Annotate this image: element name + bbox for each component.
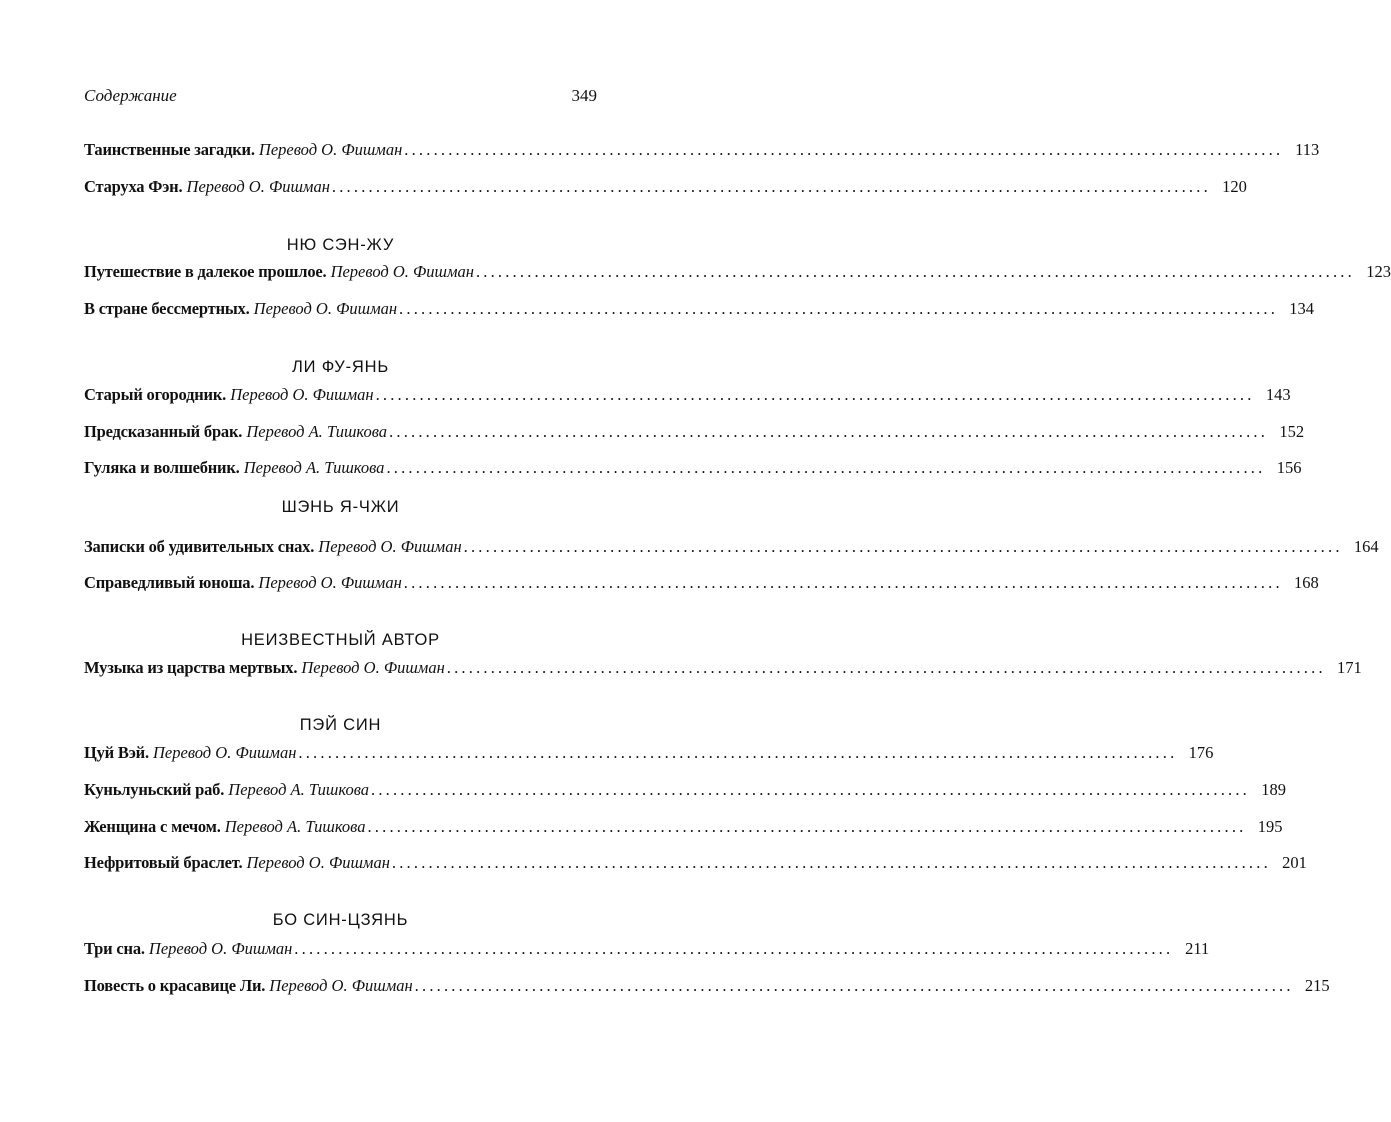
entry-page-number: 189 [1261,780,1286,799]
section-author-heading: ШЭНЬ Я-ЧЖИ [281,498,400,516]
running-head [84,86,597,110]
toc-entry[interactable] [84,780,1286,804]
toc-entry[interactable] [84,853,1307,877]
entry-page-number: 134 [1289,299,1315,318]
section-author-heading: ПЭЙ СИН [299,716,382,734]
section-author-heading: ЛИ ФУ-ЯНЬ [292,358,389,376]
translator: Перевод А. Тишкова [243,458,385,477]
dot-leader: ........................................................................................................................ [403,573,1283,592]
section-author-heading: НЕИЗВЕСТНЫЙ АВТОР [241,631,440,649]
dot-leader: ........................................................................................................................ [389,422,1269,441]
translator: Перевод О. Фишман [186,177,330,196]
story-title: Записки об удивительных снах. [84,537,315,556]
toc-entry[interactable] [84,537,1379,561]
entry-page-number: 156 [1276,458,1302,477]
story-title: Повесть о красавице Ли. [84,976,266,995]
story-title: В стране бессмертных. [84,299,250,318]
toc-entry[interactable] [84,299,1315,323]
dot-leader: ........................................................................................................................ [391,853,1271,872]
dot-leader: ........................................................................................................................ [446,658,1326,677]
entry-page-number: 171 [1337,658,1362,677]
entry-page-number: 120 [1222,177,1247,196]
translator: Перевод А. Тишкова [224,817,366,836]
toc-entry[interactable] [84,262,1391,286]
toc-entry[interactable] [84,658,1362,682]
story-title: Куньлуньский раб. [84,780,225,799]
translator: Перевод О. Фишман [258,573,402,592]
page-number: 349 [571,86,597,105]
story-title: Нефритовый браслет. [84,853,243,872]
toc-entry[interactable] [84,939,1210,963]
toc-entry[interactable] [84,817,1283,841]
dot-leader: ........................................................................................................................ [367,817,1247,836]
story-title: Цуй Вэй. [84,743,149,762]
story-title: Предсказанный брак. [84,422,243,441]
toc-entry[interactable] [84,422,1305,446]
dot-leader: ........................................................................................................................ [399,299,1279,318]
entry-page-number: 164 [1353,537,1379,556]
dot-leader: ........................................................................................................................ [298,743,1178,762]
entry-page-number: 176 [1188,743,1214,762]
dot-leader: ........................................................................................................................ [404,140,1284,159]
entry-page-number: 152 [1279,422,1305,441]
dot-leader: ........................................................................................................................ [414,976,1294,995]
toc-entry[interactable] [84,458,1302,482]
entry-page-number: 201 [1282,853,1307,872]
translator: Перевод А. Тишкова [246,422,388,441]
translator: Перевод О. Фишман [148,939,293,958]
toc-entry[interactable] [84,573,1319,597]
translator: Перевод О. Фишман [246,853,390,872]
story-title: Путешествие в далекое прошлое. [84,262,327,281]
toc-entry[interactable] [84,177,1247,201]
dot-leader: ........................................................................................................................ [294,939,1174,958]
toc-entry[interactable] [84,385,1291,409]
story-title: Женщина с мечом. [84,817,221,836]
entry-page-number: 215 [1304,976,1330,995]
entry-page-number: 168 [1294,573,1319,592]
translator: Перевод А. Тишкова [228,780,369,799]
translator: Перевод О. Фишман [230,385,374,404]
toc-entry[interactable] [84,976,1330,1000]
translator: Перевод О. Фишман [318,537,462,556]
entry-page-number: 143 [1265,385,1291,404]
translator: Перевод О. Фишман [330,262,474,281]
toc-entry[interactable] [84,140,1320,164]
translator: Перевод О. Фишман [301,658,445,677]
section-author-heading: НЮ СЭН-ЖУ [286,236,395,254]
dot-leader: ........................................................................................................................ [375,385,1255,404]
dot-leader: ........................................................................................................................ [331,177,1211,196]
dot-leader: ........................................................................................................................ [475,262,1355,281]
dot-leader: ........................................................................................................................ [371,780,1250,799]
dot-leader: ........................................................................................................................ [386,458,1266,477]
story-title: Справедливый юноша. [84,573,255,592]
story-title: Музыка из царства мертвых. [84,658,298,677]
entry-page-number: 123 [1366,262,1391,281]
translator: Перевод О. Фишман [253,299,398,318]
dot-leader: ........................................................................................................................ [463,537,1343,556]
translator: Перевод О. Фишман [153,743,297,762]
translator: Перевод О. Фишман [269,976,413,995]
story-title: Таинственные загадки. [84,140,255,159]
entry-page-number: 211 [1185,939,1210,958]
story-title: Три сна. [84,939,145,958]
story-title: Старуха Фэн. [84,177,183,196]
story-title: Гуляка и волшебник. [84,458,240,477]
toc-entry[interactable] [84,743,1214,767]
translator: Перевод О. Фишман [258,140,403,159]
entry-page-number: 195 [1257,817,1283,836]
story-title: Старый огородник. [84,385,227,404]
section-author-heading: БО СИН-ЦЗЯНЬ [272,911,409,929]
running-head-title: Содержание [84,86,177,105]
entry-page-number: 113 [1295,140,1320,159]
